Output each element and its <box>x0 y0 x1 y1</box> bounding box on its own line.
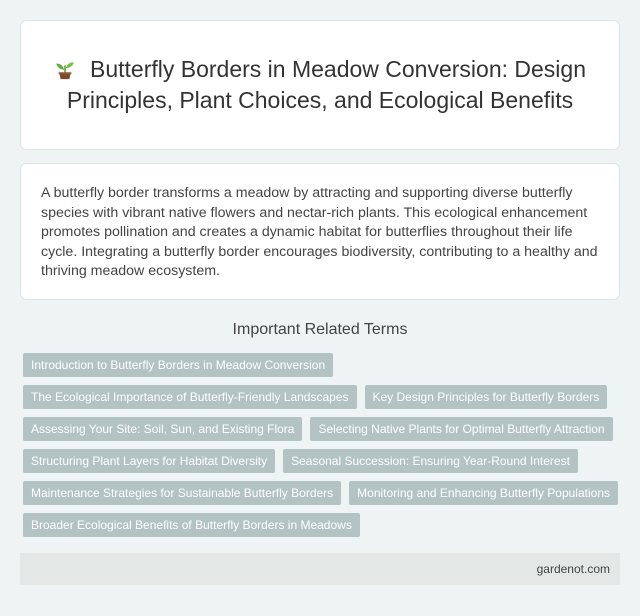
related-term-tag[interactable]: The Ecological Importance of Butterfly-Friendly Landscapes <box>23 385 357 409</box>
seedling-icon <box>54 58 76 80</box>
footer-site-link[interactable]: gardenot.com <box>536 562 610 576</box>
summary-text: A butterfly border transforms a meadow by attracting and supporting diverse butterfly species with vibrant native flowers and nectar-rich plants. This ecological enhancement promotes pollination and creates a dynamic habitat for butterflies throughout their life cycle. Integrating a butterfly border encourages biodiversity, contributing to a healthy and thriving meadow ecosystem. <box>41 185 598 279</box>
related-term-tag[interactable]: Monitoring and Enhancing Butterfly Populations <box>349 481 618 505</box>
related-terms-heading: Important Related Terms <box>232 321 408 338</box>
summary-card <box>20 163 620 300</box>
related-term-tag[interactable]: Selecting Native Plants for Optimal Butterfly Attraction <box>310 417 612 441</box>
related-term-tag[interactable]: Introduction to Butterfly Borders in Meadow Conversion <box>23 353 333 377</box>
related-term-tag[interactable]: Maintenance Strategies for Sustainable Butterfly Borders <box>23 481 341 505</box>
related-term-tag[interactable]: Seasonal Succession: Ensuring Year-Round Interest <box>283 449 578 473</box>
related-terms-list <box>23 353 623 537</box>
page-title <box>21 54 619 116</box>
related-term-tag[interactable]: Structuring Plant Layers for Habitat Diversity <box>23 449 275 473</box>
title-card <box>20 20 620 150</box>
related-term-tag[interactable]: Broader Ecological Benefits of Butterfly Borders in Meadows <box>23 513 360 537</box>
related-term-tag[interactable]: Key Design Principles for Butterfly Borders <box>365 385 608 409</box>
footer <box>20 553 620 585</box>
page-title-text: Butterfly Borders in Meadow Conversion: Design Principles, Plant Choices, and Ecological Benefits <box>66 56 586 113</box>
related-term-tag[interactable]: Assessing Your Site: Soil, Sun, and Existing Flora <box>23 417 302 441</box>
